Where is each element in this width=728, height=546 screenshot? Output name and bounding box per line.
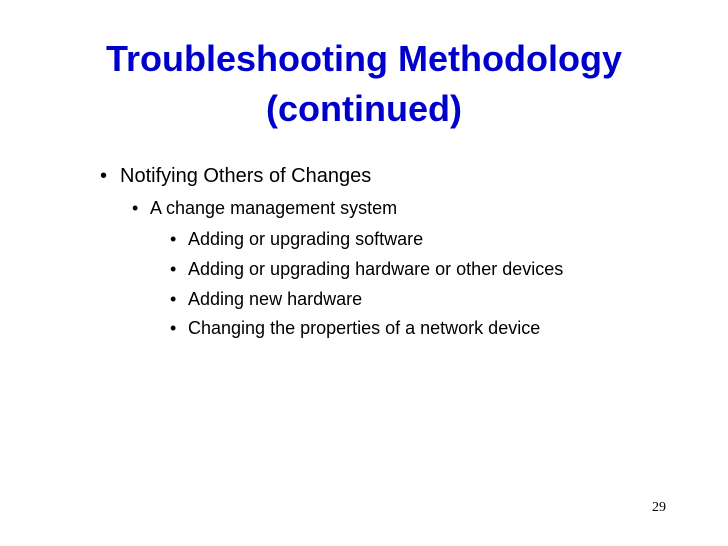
bullet-text: Changing the properties of a network device: [188, 318, 541, 338]
bullet-item-level-3: [170, 286, 362, 312]
bullet-icon: •: [170, 289, 177, 309]
page-number: 29: [652, 500, 666, 515]
bullet-text: Adding or upgrading hardware or other devices: [188, 259, 564, 279]
bullet-icon: •: [132, 198, 139, 218]
bullet-item-level-3: [170, 226, 423, 252]
bullet-text: A change management system: [150, 198, 398, 218]
slide-title-line-2: (continued): [266, 88, 462, 129]
bullet-text: Adding new hardware: [188, 289, 363, 309]
bullet-icon: •: [100, 165, 108, 187]
bullet-item-level-1: [100, 162, 371, 190]
slide-title-line-1: Troubleshooting Methodology: [106, 38, 622, 79]
bullet-icon: •: [170, 318, 177, 338]
bullet-text: Adding or upgrading software: [188, 229, 424, 249]
bullet-icon: •: [170, 229, 177, 249]
bullet-item-level-3: [170, 256, 563, 282]
bullet-item-level-2: [132, 195, 397, 221]
bullet-text: Notifying Others of Changes: [120, 165, 372, 187]
bullet-icon: •: [170, 259, 177, 279]
bullet-item-level-3: [170, 315, 540, 341]
